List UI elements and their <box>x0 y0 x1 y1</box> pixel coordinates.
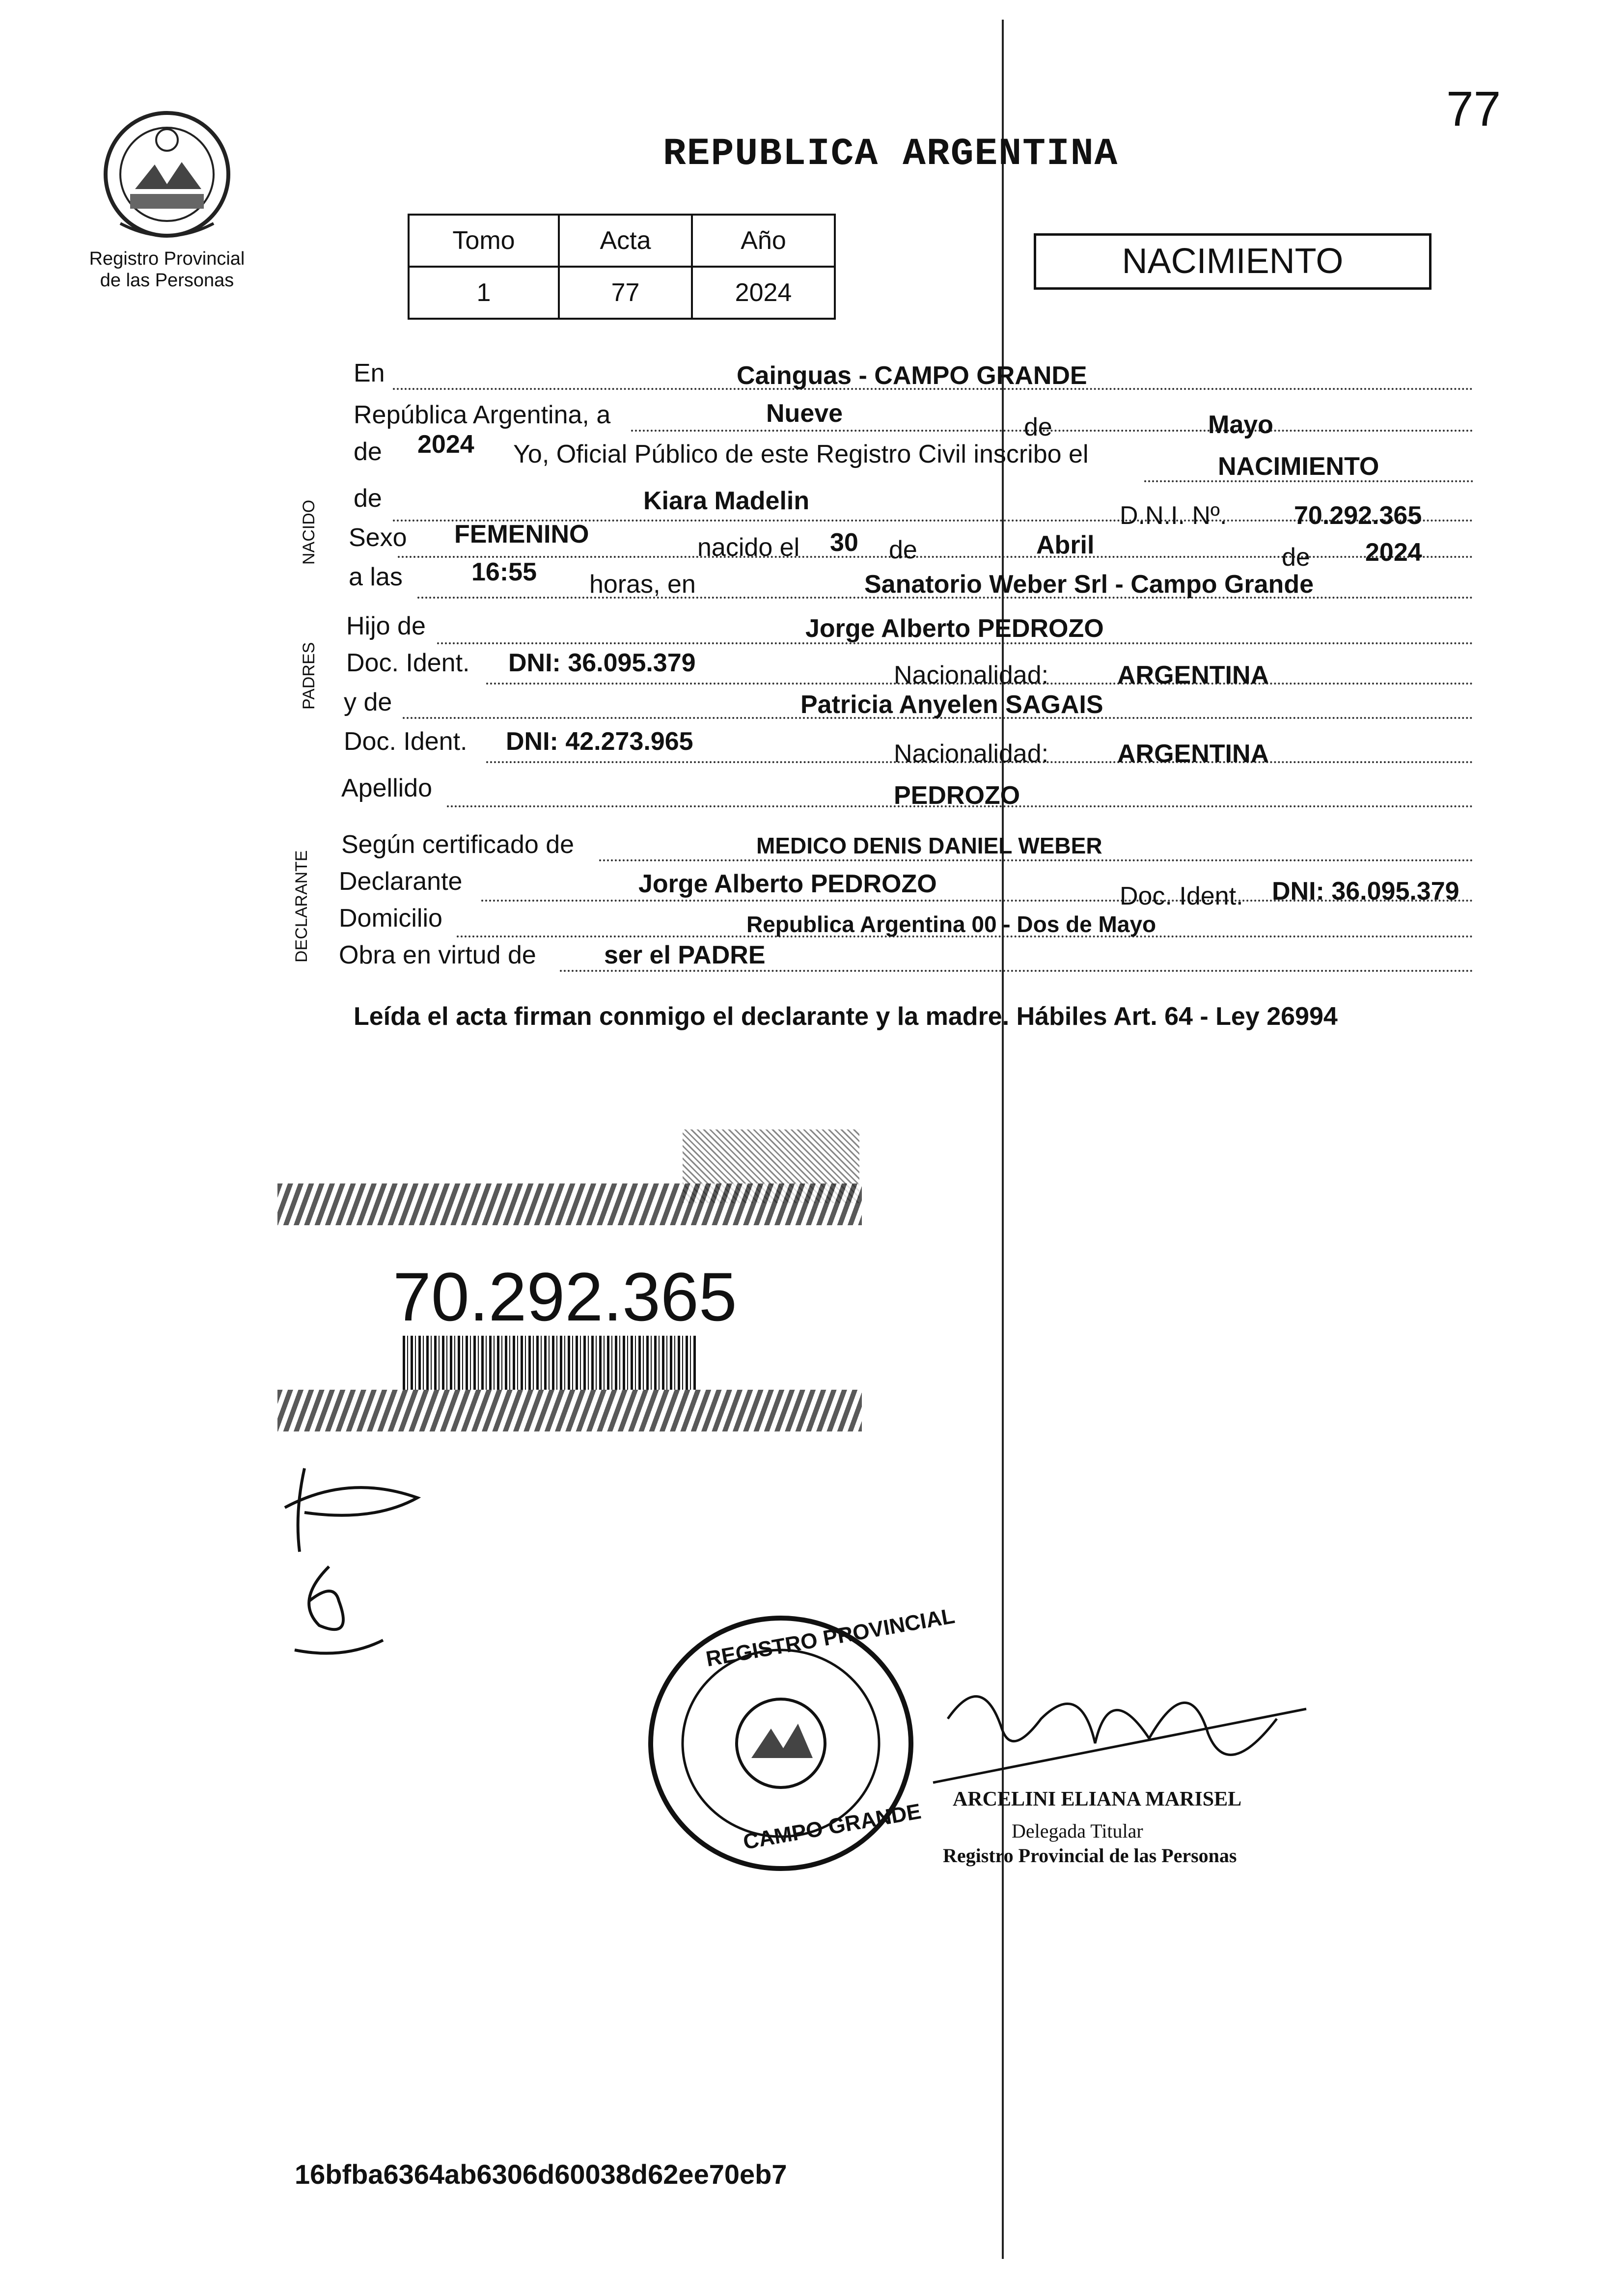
label-nacionalidad: Nacionalidad: <box>894 740 1049 768</box>
header-acta: Acta <box>559 215 692 267</box>
value-birth-year: 2024 <box>1365 538 1422 567</box>
label-domicilio: Domicilio <box>339 904 442 933</box>
label-horas: horas, en <box>589 570 696 599</box>
security-band-bottom <box>277 1390 862 1431</box>
value-declarante-doc: DNI: 36.095.379 <box>1272 877 1459 906</box>
label-de: de <box>889 536 917 564</box>
side-label-padres: PADRES <box>300 642 318 710</box>
logo-caption: Registro Provincial de las Personas <box>89 248 245 291</box>
dotted-line <box>560 970 1473 972</box>
value-certificado: MEDICO DENIS DANIEL WEBER <box>756 833 1102 858</box>
value-sexo: FEMENINO <box>454 520 589 549</box>
value-father-doc: DNI: 36.095.379 <box>508 649 696 677</box>
label-doc: Doc. Ident. <box>346 649 470 677</box>
registry-table <box>408 214 836 320</box>
value-birth-day: 30 <box>830 528 858 557</box>
value-mother: Patricia Anyelen SAGAIS <box>800 690 1103 719</box>
sticker-dni: 70.292.365 <box>393 1258 737 1335</box>
value-year: 2024 <box>417 430 474 459</box>
fold-line <box>1002 20 1004 2259</box>
label-y-de: y de <box>344 688 392 716</box>
value-mother-doc: DNI: 42.273.965 <box>506 727 693 756</box>
signatory-name: ARCELINI ELIANA MARISEL <box>953 1788 1242 1811</box>
label-doc: Doc. Ident. <box>1120 882 1243 910</box>
label-hijo: Hijo de <box>346 612 426 640</box>
value-tomo: 1 <box>409 267 559 319</box>
svg-text:CAMPO GRANDE: CAMPO GRANDE <box>741 1799 923 1854</box>
value-birth-month: Abril <box>1036 531 1095 559</box>
value-month: Mayo <box>1208 411 1273 439</box>
label-a-las: a las <box>349 563 403 591</box>
security-band-top <box>277 1183 862 1225</box>
label-sexo: Sexo <box>349 523 407 552</box>
label-certificado: Según certificado de <box>341 830 575 859</box>
svg-text:REGISTRO PROVINCIAL: REGISTRO PROVINCIAL <box>704 1604 957 1672</box>
label-en: En <box>354 359 385 387</box>
value-obra: ser el PADRE <box>604 941 766 969</box>
signature-right <box>933 1660 1306 1807</box>
dotted-line <box>398 556 1473 558</box>
value-declarante: Jorge Alberto PEDROZO <box>638 870 937 898</box>
document-title: REPUBLICA ARGENTINA <box>663 133 1119 176</box>
barcode <box>403 1336 697 1390</box>
side-label-nacido: NACIDO <box>300 499 318 565</box>
value-apellido: PEDROZO <box>894 781 1020 810</box>
record-type-box: NACIMIENTO <box>1034 233 1431 290</box>
header-tomo: Tomo <box>409 215 559 267</box>
label-republica: República Argentina, a <box>354 401 611 429</box>
value-en: Cainguas - CAMPO GRANDE <box>737 361 1087 390</box>
registry-logo <box>79 101 255 291</box>
value-dni: 70.292.365 <box>1294 501 1422 530</box>
label-declarante: Declarante <box>339 867 463 896</box>
header-anio: Año <box>692 215 835 267</box>
label-de: de <box>354 438 382 466</box>
label-nacido: nacido el <box>697 533 800 562</box>
label-de: de <box>1282 543 1310 572</box>
value-anio: 2024 <box>692 267 835 319</box>
official-stamp <box>643 1604 957 1876</box>
province-seal-icon <box>101 101 233 248</box>
value-name: Kiara Madelin <box>643 487 810 515</box>
label-doc: Doc. Ident. <box>344 727 468 756</box>
label-obra: Obra en virtud de <box>339 941 536 969</box>
value-place: Sanatorio Weber Srl - Campo Grande <box>864 570 1314 599</box>
value-mother-nat: ARGENTINA <box>1117 740 1269 768</box>
value-acta: 77 <box>559 267 692 319</box>
label-oficial: Yo, Oficial Público de este Registro Civil inscribo el <box>513 440 1089 468</box>
label-nacionalidad: Nacionalidad: <box>894 661 1049 689</box>
value-father-nat: ARGENTINA <box>1117 661 1269 689</box>
signatory-role: Delegada Titular <box>1012 1820 1143 1842</box>
dotted-line <box>1144 480 1473 482</box>
value-domicilio: Republica Argentina 00 - Dos de Mayo <box>746 911 1156 937</box>
page-number: 77 <box>1446 82 1501 137</box>
dotted-line <box>599 859 1473 861</box>
signature-left <box>275 1454 447 1675</box>
value-inscribo: NACIMIENTO <box>1218 452 1379 481</box>
label-dni: D.N.I. Nº. <box>1120 501 1227 530</box>
label-de: de <box>354 484 382 513</box>
value-father: Jorge Alberto PEDROZO <box>805 614 1104 643</box>
signatory-org: Registro Provincial de las Personas <box>943 1844 1237 1867</box>
document-hash: 16bfba6364ab6306d60038d62ee70eb7 <box>295 2159 787 2190</box>
value-day: Nueve <box>766 399 843 428</box>
value-time: 16:55 <box>471 558 537 586</box>
closing-text: Leída el acta firman conmigo el declarante y la madre. Hábiles Art. 64 - Ley 26994 <box>354 1002 1338 1031</box>
side-label-declarante: DECLARANTE <box>292 850 311 962</box>
label-apellido: Apellido <box>341 774 433 802</box>
label-de: de <box>1024 413 1052 441</box>
